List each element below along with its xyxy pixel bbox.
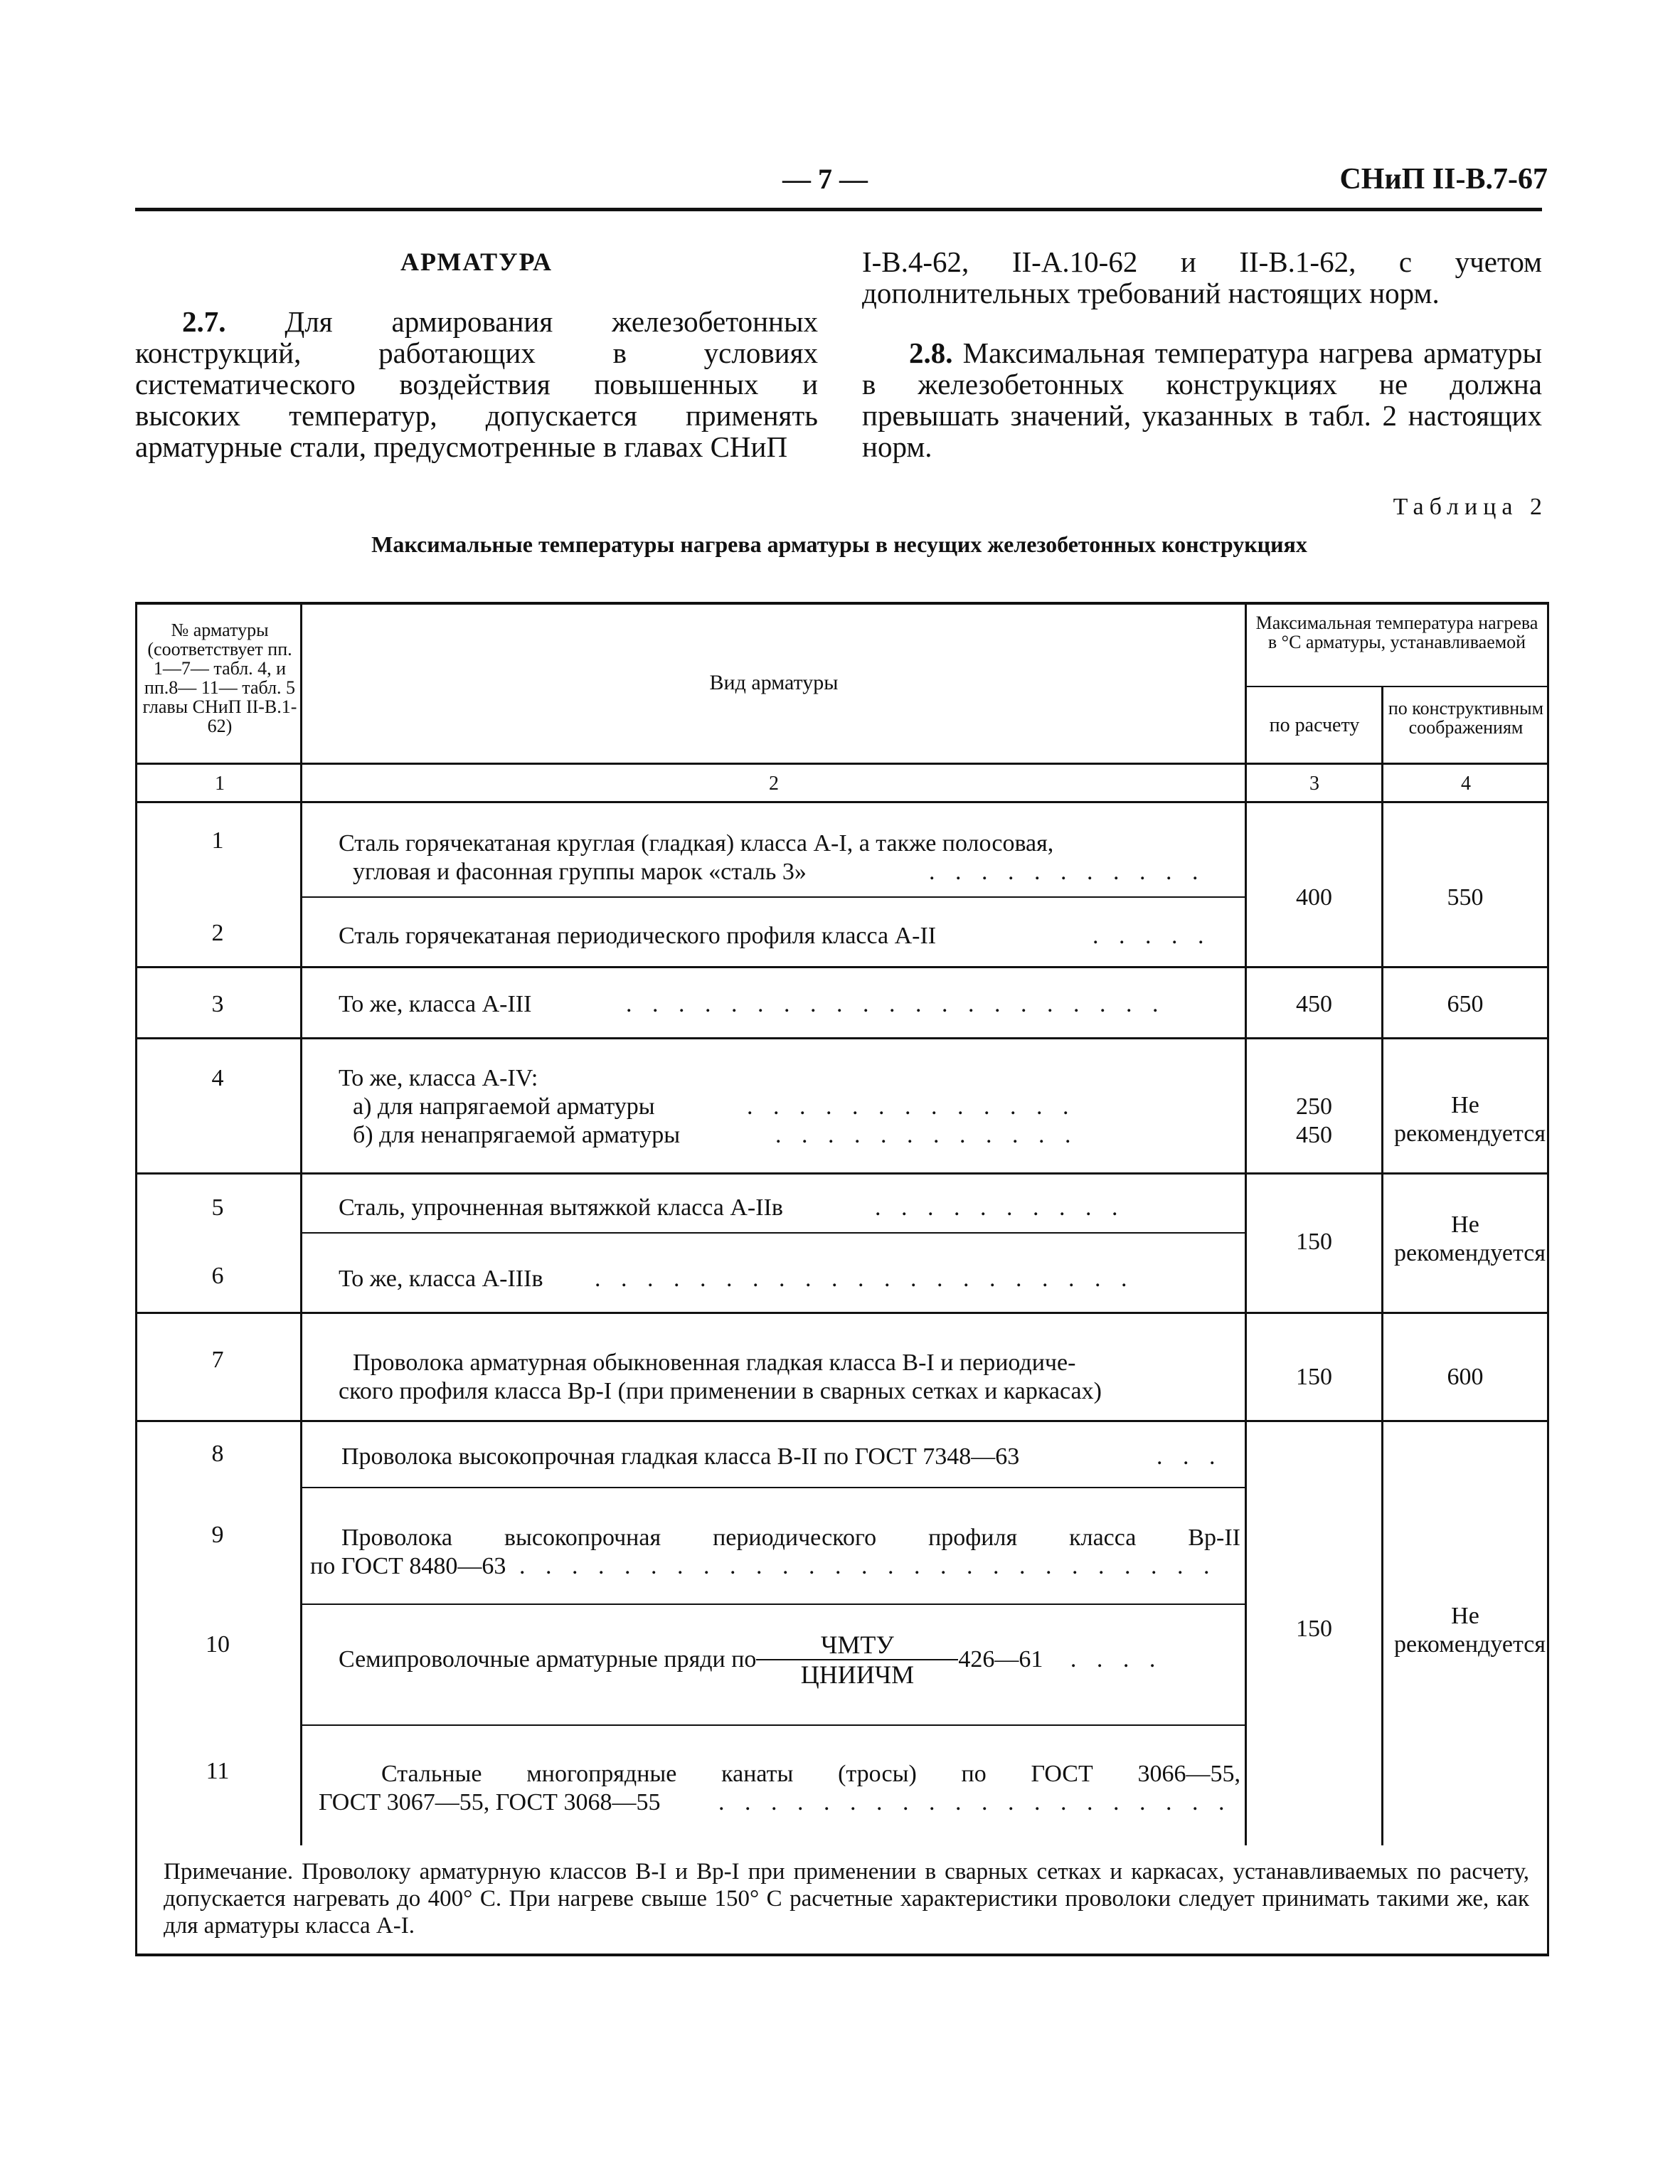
table-title: Максимальные температуры нагрева арматуры в несущих железобетонных конструкциях [371,531,1307,557]
row-6-number: 6 [211,1263,224,1289]
page-number: — 7 — [782,163,868,195]
row-10-dots: . . . . [1070,1646,1163,1673]
col-sep-3 [1381,687,1383,1845]
row-4-dots-3: . . . . . . . . . . . . [775,1122,1078,1148]
col-num-1: 1 [215,773,225,795]
row-10-number: 10 [206,1631,230,1658]
row-7-text-2: ского профиля класса Вр-I (при применении в сварных сетках и каркасах) [339,1378,1102,1404]
number-row-rule [137,801,1547,803]
row-10-text [339,1631,1162,1689]
left-column [135,246,818,462]
row-4-dots-2: . . . . . . . . . . . . . [747,1093,1076,1120]
table-bottom-rule [135,1954,1549,1956]
col-sep-2 [1245,602,1247,1845]
row-10-fraction [756,1631,958,1689]
header-by-design: по конструктивным соображениям [1388,698,1544,738]
row-3-temp-design: 650 [1447,991,1484,1017]
row-1-2-temp-design: 550 [1447,884,1484,911]
row-9-text-2: по ГОСТ 8480—63 [310,1553,506,1579]
row-7-temp-calc: 150 [1296,1364,1332,1390]
row-11-number: 11 [206,1758,230,1784]
row-9-rule [302,1603,1245,1605]
row-3-text: То же, класса А-III [339,991,532,1017]
row-9-dots: . . . . . . . . . . . . . . . . . . . . . . . . . . . [519,1553,1217,1579]
rule-after-7 [135,1420,1549,1422]
row-2-dots: . . . . . [1092,923,1211,949]
row-10-post: 426—61 [958,1646,1043,1673]
header-arm-no: № арматуры (соответствует пп. 1—7— табл. 4, и пп.8— 11— табл. 5 главы СНиП II-В.1-62) [142,620,297,736]
table-note: Примечание. Проволоку арматурную классов В-I и Вр-I при применении в сварных сетках и каркасах, устанавливаемых по расчету, допускается нагревать до 400° С. При нагреве свыше 150° С расчетные характеристики проволоки следует принимать такими же, как для арматуры класса А-I. [164,1859,1529,1939]
row-2-number: 2 [211,920,224,946]
row-10-rule [302,1724,1245,1726]
row-11-text-1: Стальные многопрядные канаты (тросы) по ГОСТ 3066—55, [381,1761,1240,1787]
row-8-number: 8 [211,1441,224,1467]
row-7-temp-design: 600 [1447,1364,1484,1390]
row-1-number: 1 [211,827,224,854]
row-11-text-2: ГОСТ 3067—55, ГОСТ 3068—55 [319,1789,661,1815]
row-7-number: 7 [211,1347,224,1373]
row-1-rule [302,896,1245,898]
row-1-2-temp-calc: 400 [1296,884,1332,911]
row-4-temp-design: Не рекомендуется [1394,1092,1546,1147]
row-8-text: Проволока высокопрочная гладкая класса В-II по ГОСТ 7348—63 [341,1443,1020,1470]
temperature-table [135,602,1549,1956]
col-num-3: 3 [1309,773,1319,795]
row-5-6-temp-design: Не рекомендуется [1394,1212,1546,1266]
col-sep-1 [300,602,302,1845]
row-9-text-1: Проволока высокопрочная периодического профиля класса Вр-II [341,1525,1240,1551]
header-kind: Вид арматуры [709,671,839,694]
header-rule [137,763,1547,765]
section-title: АРМАТУРА [400,248,553,276]
col-num-2: 2 [769,773,779,795]
col-num-4: 4 [1461,773,1471,795]
row-2-text: Сталь горячекатаная периодического профиля класса А-II [339,923,937,949]
row-5-text: Сталь, упрочненная вытяжкой класса А-IIв [339,1194,783,1221]
header-max-temp: Максимальная температура нагрева в °С арматуры, устанавливаемой [1255,613,1538,652]
row-5-rule [302,1232,1245,1234]
row-1-text-2: угловая и фасонная группы марок «сталь 3» [353,859,807,885]
document-code: СНиП II-В.7-67 [1339,163,1548,196]
row-5-6-temp-calc: 150 [1296,1229,1332,1255]
header-by-calc: по расчету [1269,714,1360,736]
row-3-temp-calc: 450 [1296,991,1332,1017]
right-column [862,246,1542,462]
paragraph-2-7-number: 2.7. [182,305,226,338]
row-4-text-2: а) для напрягаемой арматуры [353,1093,655,1120]
table-top-rule [135,602,1549,605]
row-5-number: 5 [211,1194,224,1221]
header-rule [135,208,1542,211]
row-4-temp-calc-a: 250 [1296,1093,1332,1120]
row-1-text-1: Сталь горячекатаная круглая (гладкая) класса А-I, а также полосовая, [339,830,1054,857]
paragraph-2-7-text: Для армирования железобетонных конструкций, работающих в условиях систематического воздействия повышенных и высоких температур, допускается применять арматурные стали, предусмотренные в главах СНиП [135,305,818,463]
paragraph-2-8 [862,337,1542,462]
row-8-11-temp-calc: 150 [1296,1616,1332,1642]
row-10-numerator: ЧМТУ [756,1631,958,1660]
row-4-temp-calc-b: 450 [1296,1122,1332,1148]
row-8-11-temp-design: Не рекомендуется [1394,1603,1546,1658]
row-4-number: 4 [211,1065,224,1091]
row-9-number: 9 [211,1522,224,1548]
rule-after-3 [135,1037,1549,1039]
row-8-rule [302,1487,1245,1488]
row-3-number: 3 [211,991,224,1017]
row-4-text-3: б) для ненапрягаемой арматуры [353,1122,681,1148]
row-3-dots: . . . . . . . . . . . . . . . . . . . . . [626,991,1166,1017]
table-right-border [1547,602,1549,1956]
row-8-dots: . . . [1157,1443,1223,1470]
paragraph-2-8-number: 2.8. [909,336,953,369]
table-label: Таблица 2 [1393,494,1548,520]
paragraph-2-7-continued: I-В.4-62, II-А.10-62 и II-В.1-62, с учетом дополнительных требований настоящих норм. [862,245,1542,309]
header-sub-rule [1247,686,1547,687]
paragraph-2-7 [135,306,818,462]
row-10-denominator: ЦНИИЧМ [800,1660,915,1689]
rule-after-6 [135,1312,1549,1314]
paragraph-2-8-text: Максимальная температура нагрева арматуры в железобетонных конструкциях не должна превышать значений, указанных в табл. 2 настоящих норм. [862,336,1543,463]
row-6-dots: . . . . . . . . . . . . . . . . . . . . . [595,1266,1134,1292]
rule-after-2 [135,966,1549,968]
row-7-text-1: Проволока арматурная обыкновенная гладкая класса В-I и периодиче- [353,1350,1076,1376]
row-6-text: То же, класса А-IIIв [339,1266,543,1292]
row-5-dots: . . . . . . . . . . [875,1194,1125,1221]
rule-after-4 [135,1172,1549,1175]
row-11-dots: . . . . . . . . . . . . . . . . . . . . [718,1789,1232,1815]
row-1-dots: . . . . . . . . . . . [929,859,1206,885]
row-4-text-1: То же, класса А-IV: [339,1065,538,1091]
row-10-pre: Семипроволочные арматурные пряди по [339,1646,757,1673]
